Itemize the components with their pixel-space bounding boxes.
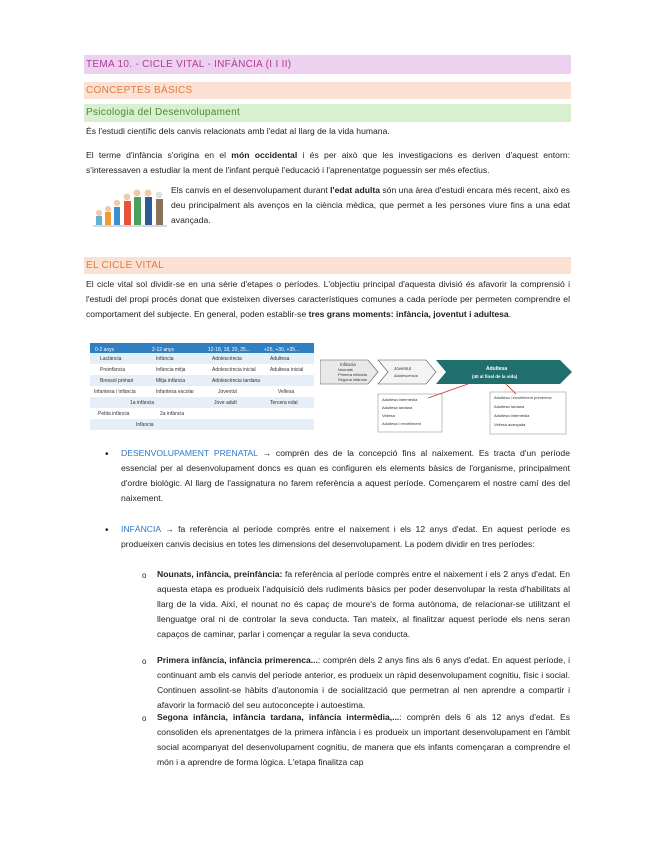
diagram-arrow-adultesa <box>436 360 572 384</box>
table-cell: Vellesa <box>278 389 295 395</box>
table-cell: Mitja infància <box>156 378 186 384</box>
table-cell: 2a infància <box>160 411 185 417</box>
table-cell: Adolescència <box>212 356 242 362</box>
subsection-heading-psicologia: Psicologia del Desenvolupament <box>84 104 571 122</box>
svg-text:Vellesa: Vellesa <box>382 413 395 418</box>
table-cell: 1a infància <box>130 400 155 406</box>
table-cell: Infantesa i infància <box>94 389 136 395</box>
paragraph-definition: És l'estudi científic dels canvis relacionats amb l'edat al llarg de la vida humana. <box>86 126 390 136</box>
svg-text:Adultesa intermèdia: Adultesa intermèdia <box>382 397 418 402</box>
table-cell: Lactància <box>100 356 122 362</box>
sub-bullet-icon: o <box>142 571 147 580</box>
table-cell: Infància mitja <box>156 367 186 373</box>
svg-text:Primera infància: Primera infància <box>338 372 367 377</box>
paragraph-cicle-vital: El cicle vital sol dividir-se en una sèrie d'etapes o períodes. L'objectiu principal d'aquesta divisió és afavorir la comprensió i l'estudi del propi procés donat que existeixen diverses característiques comunes a cada període per permeten comprendre el comportament del subjecte. En general, poden establir-se tres grans moments: infància, joventut i adultesa. <box>86 279 570 319</box>
section-heading-cicle-vital: EL CICLE VITAL <box>84 257 571 274</box>
svg-text:(40 al final de la vida): (40 al final de la vida) <box>472 374 518 379</box>
table-header-4: +25, +30, +35... <box>264 347 300 353</box>
bullet-infancia: INFÀNCIA → fa referència al període comprès entre el naixement i els 12 anys d'edat. En aquest període es produeixen canvis decisius en totes les dimensions del desenvolupament. La podem dividir en tres períodes: <box>121 524 570 549</box>
table-header-3: 12-18, 18, 20, 25... <box>208 347 250 353</box>
bullet-prenatal: DESENVOLUPAMENT PRENATAL → comprèn des de la concepció fins al naixement. Es tracta d'un període essencial per al desenvolupament doncs es quan es configuren els elements bàsics de l'organisme, principalment d'ordre biològic. Al llarg de l'assignatura no farem referència a aquest període. Començarem el nostre camí des del naixement. <box>121 448 570 503</box>
life-cycle-diagram <box>320 358 574 436</box>
person-figure-4 <box>124 194 131 225</box>
table-cell: Adolescència tardana <box>212 378 261 384</box>
table-cell: Tercera edat <box>270 400 298 406</box>
svg-text:Adultesa i envelliment primere: Adultesa i envelliment primerenc <box>494 395 552 400</box>
person-figure-2 <box>105 206 111 225</box>
table-cell: Adultesa <box>270 356 290 362</box>
bullet-point-icon: • <box>105 449 109 460</box>
svg-text:Infància: Infància <box>340 362 356 367</box>
table-cell: Infantesa escolar <box>156 389 195 395</box>
table-cell: Infància <box>156 356 174 362</box>
paragraph-adult-age: Els canvis en el desenvolupament durant l'edat adulta són una àrea d'estudi encara més recent, això es deu principalment als avenços en la ciència mèdica, que permet a les persones viure fins a una edat avançada. <box>171 185 570 225</box>
svg-text:Nounats: Nounats <box>338 367 353 372</box>
svg-text:Vellesa avançada: Vellesa avançada <box>494 422 526 427</box>
person-figure-3 <box>114 200 120 225</box>
svg-text:Adultesa tardana: Adultesa tardana <box>382 405 413 410</box>
table-cell: Infància <box>136 422 154 428</box>
diagram-connector-left <box>428 384 468 398</box>
sub-bullet-icon: o <box>142 657 147 666</box>
stages-table <box>90 343 314 437</box>
table-header-2: 2-12 anys <box>152 347 174 353</box>
person-figure-1 <box>96 210 102 225</box>
person-figure-6 <box>145 190 153 226</box>
table-cell: Jove adult <box>214 400 237 406</box>
paragraph-occidental: El terme d'infància s'origina en el món occidental i és per això que les investigacions es deriven d'aquest entorn: s'interessaven a estudiar la ment de l'infant perquè l'educació i l'aprenentatge poguessin ser més efectius. <box>86 150 570 175</box>
sub-bullet-primera-infancia: Primera infància, infància primerenca...: comprèn dels 2 anys fins als 6 anys d'edat. En aquest període, i continuant amb els canvis del període anterior, es produeix un ràpid desenvolupament cognitiu, físic i social. Continuen assolint-se hàbits d'autonomia i de socialització que permetran al nen aprendre a compartir i afavorir la formació del seu autoconcepte i autoestima. <box>157 655 570 710</box>
svg-text:Adolescència: Adolescència <box>394 373 418 378</box>
table-cell: Adultesa inicial <box>270 367 304 373</box>
document-title: TEMA 10. - CICLE VITAL - INFÀNCIA (I I II) <box>84 55 571 74</box>
table-cell: Bressol primari <box>100 378 134 384</box>
sub-bullet-nounats: Nounats, infància, preinfància: fa referència al període comprès entre el naixement i els 2 anys d'edat. En aquesta etapa es produeix l'adquisició dels rudiments bàsics per poder desenvolupar la resta d'habilitats al llarg de la vida. Així, el nounat no és capaç de moure's de forma autònoma, de relacionar-se utilitzant el llenguatge oral ni de controlar la seva conducta. Tan mateix, al finalitzar aquest període els nens seran capaços de caminar, parlar i començar a regular la seva conducta. <box>157 569 570 639</box>
person-figure-7 <box>156 192 163 225</box>
bullet-point-icon: • <box>105 525 109 536</box>
person-figure-5 <box>134 190 142 226</box>
svg-text:Segona infància: Segona infància <box>338 377 367 382</box>
svg-text:Adultesa intermèdia: Adultesa intermèdia <box>494 413 530 418</box>
svg-text:Adultesa tardana: Adultesa tardana <box>494 404 525 409</box>
section-heading-concepts: CONCEPTES BÀSICS <box>84 82 571 99</box>
table-cell: Adolescència inicial <box>212 367 256 373</box>
table-cell: Joventut <box>218 389 237 395</box>
table-cell: Petita infància <box>98 411 130 417</box>
diagram-arrow-joventut <box>378 360 436 384</box>
svg-text:Joventut: Joventut <box>394 366 412 371</box>
sub-bullet-segona-infancia: Segona infància, infància tardana, infància intermèdia,...: comprèn dels 6 als 12 anys d'edat. Es consoliden els aprenentatges de la primera infància i es produeix un important desenvolupament en l'àmbit social acompanyat del desenvolupament cognitiu, de manera que els infants començaran a comprendre el món i a aprendre de forma lògica. L'etapa finalitza cap <box>157 712 570 767</box>
svg-text:Adultesa: Adultesa <box>486 366 508 372</box>
sub-bullet-icon: o <box>142 714 147 723</box>
people-illustration <box>93 183 167 229</box>
svg-text:Adultesa i envelliment: Adultesa i envelliment <box>382 421 421 426</box>
table-header-1: 0-2 anys <box>95 347 115 353</box>
table-cell: Preinfància <box>100 367 126 373</box>
